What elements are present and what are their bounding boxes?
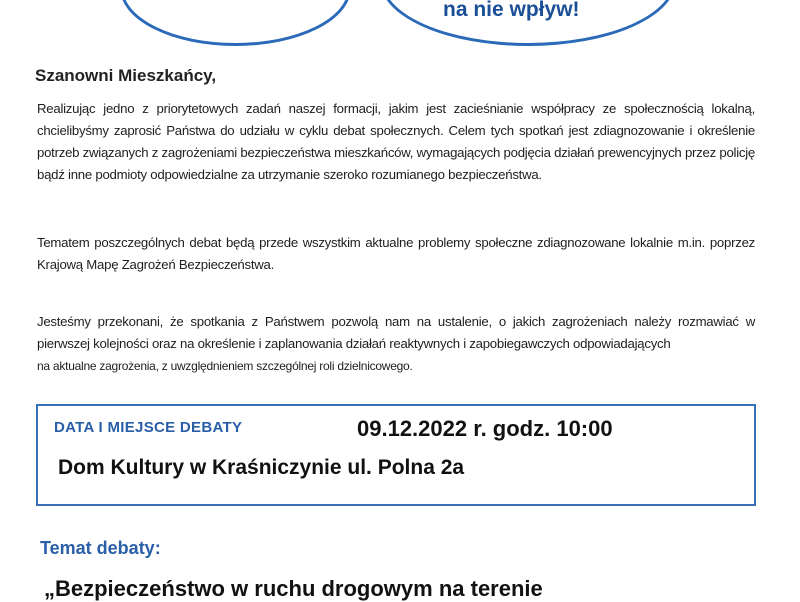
bubble-slogan: na nie wpływ! [443,0,580,21]
event-place: Dom Kultury w Kraśniczynie ul. Polna 2a [58,456,465,479]
paragraph-3-main: Jesteśmy przekonani, że spotkania z Państwem pozwolą nam na ustalenie, o jakich zagrożeniach należy rozmawiać w pierwszej kolejności oraz na określenie i zaplanowania działań reaktywnych i zapobiegawczych odpowiadających [37,314,755,351]
letter-paragraph-2: Tematem poszczególnych debat będą przede wszystkim aktualne problemy społeczne zdiagnozowane lokalnie m.in. poprzez Krajową Mapę Zagrożeń Bezpieczeństwa. [37,235,755,272]
paragraph-3-tail: na aktualne zagrożenia, z uwzględnieniem szczególnej roli dzielnicowego. [37,359,413,373]
topic-text: „Bezpieczeństwo w ruchu drogowym na terenie [44,576,543,601]
event-datetime: 09.12.2022 r. godz. 10:00 [357,416,613,441]
topic-label: Temat debaty: [40,538,161,558]
letter-greeting: Szanowni Mieszkańcy, [35,66,217,85]
letter-paragraph-3 [37,311,755,377]
letter-paragraph-1: Realizując jedno z priorytetowych zadań naszej formacji, jakim jest zacieśnianie współpracy ze społecznością lokalną, chcielibyśmy zaprosić Państwa do udziału w cyklu debat społecznych. Celem tych spotkań jest zdiagnozowanie i określenie potrzeb związanych z zagrożeniami bezpieczeństwa mieszkańców, wymagających podjęcia działań prewencyjnych przez policję bądź inne podmioty odpowiedzialne za utrzymanie szeroko rozumianego bezpieczeństwa. [37,101,755,182]
event-label: DATA I MIEJSCE DEBATY [54,419,243,436]
speech-bubble-left [120,0,351,46]
